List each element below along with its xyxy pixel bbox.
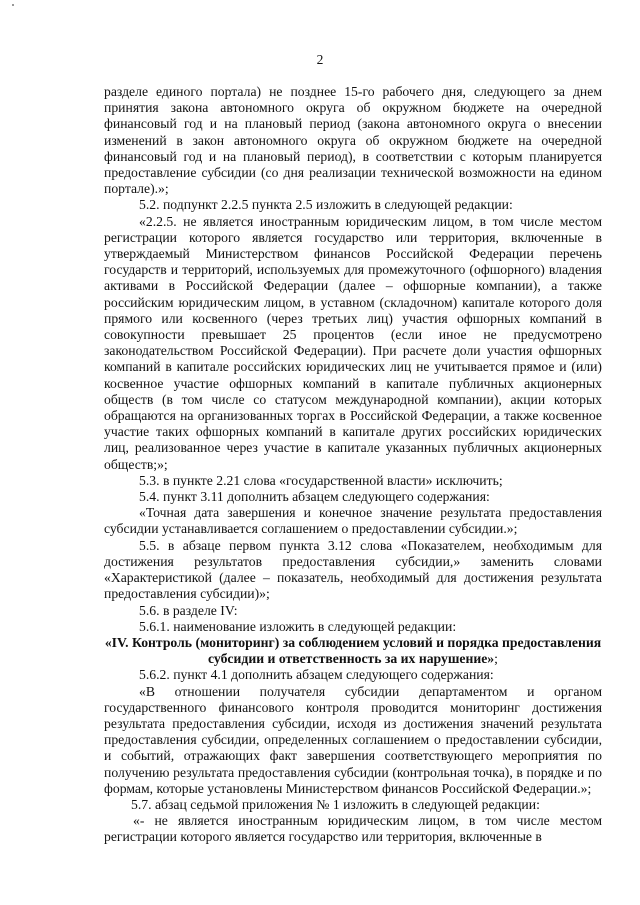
paragraph-quote-appendix-1: «- не является иностранным юридическим лицом, в том числе местом регистрации которого является государство или территория, включенные в [104, 813, 602, 845]
paragraph-5-5: 5.5. в абзаце первом пункта 3.12 слова «Показателем, необходимым для достижения результатов предоставления субсидии,» заменить словами «Характеристикой (далее – показатель, необходимый для достижения результата предоставления субсидии)»; [104, 537, 602, 602]
section-iv-heading [104, 635, 602, 667]
paragraph-5-2: 5.2. подпункт 2.2.5 пункта 2.5 изложить в следующей редакции: [139, 197, 513, 213]
paragraph-5-4: 5.4. пункт 3.11 дополнить абзацем следующего содержания: [139, 489, 490, 505]
document-body [104, 84, 602, 846]
paragraph-5-7: 5.7. абзац седьмой приложения № 1 изложить в следующей редакции: [131, 796, 540, 812]
section-iv-heading-tail: ; [494, 651, 498, 667]
scan-speck [12, 4, 14, 6]
paragraph-5-3: 5.3. в пункте 2.21 слова «государственной власти» исключить; [139, 472, 503, 488]
paragraph-5-6: 5.6. в разделе IV: [139, 602, 238, 618]
section-iv-heading-text: «IV. Контроль (мониторинг) за соблюдением условий и порядка предоставления субсидии и ответственность за их нарушение» [104, 634, 602, 667]
paragraph-quote-3-11: «Точная дата завершения и конечное значение результата предоставления субсидии устанавливается соглашением о предоставлении субсидии.»; [104, 505, 602, 537]
paragraph-quote-4-1: «В отношении получателя субсидии департаментом и органом государственного финансового контроля проводится мониторинг достижения результата предоставления субсидии, исходя из достижения значений результата предоставления субсидии, определенных соглашением о предоставлении субсидии, и событий, отражающих факт завершения соответствующего мероприятия по получению результата предоставления субсидии (контрольная точка), в порядке и по формам, которые установлены Министерством финансов Российской Федерации.»; [104, 683, 602, 796]
paragraph-5-6-2: 5.6.2. пункт 4.1 дополнить абзацем следующего содержания: [139, 667, 494, 683]
paragraph-5-6-1: 5.6.1. наименование изложить в следующей редакции: [139, 618, 457, 634]
page-number: 2 [316, 52, 324, 67]
paragraph-continuation: разделе единого портала) не позднее 15-го рабочего дня, следующего за днем принятия закона автономного округа об окружном бюджете на очередной финансовый год и на плановый период (закона автономного округа о внесении изменений в закон автономного округа об окружном бюджете на очередной финансовый год и на плановый период), в соответствии с которым планируется предоставление субсидии (со дня реализации технической возможности на едином портале).»; [104, 84, 602, 197]
paragraph-quote-2-2-5: «2.2.5. не является иностранным юридическим лицом, в том числе местом регистрации которого является государство или территория, включенные в утверждаемый Министерством финансов Российской Федерации перечень государств и территорий, используемых для промежуточного (офшорного) владения активами в Российской Федерации (далее – офшорные компании), а также российским юридическим лицом, в уставном (складочном) капитале которого доля прямого или косвенного (через третьих лиц) участия офшорных компаний в совокупности превышает 25 процентов (если иное не предусмотрено законодательством Российской Федерации). При расчете доли участия офшорных компаний в капитале российских юридических лиц не учитывается прямое и (или) косвенное участие офшорных компаний в капитале публичных акционерных обществ (в том числе со статусом международной компании), акции которых обращаются на организованных торгах в Российской Федерации, а также косвенное участие таких офшорных компаний в капитале других российских юридических лиц, реализованное через участие в капитале указанных публичных акционерных обществ;»; [104, 213, 602, 472]
